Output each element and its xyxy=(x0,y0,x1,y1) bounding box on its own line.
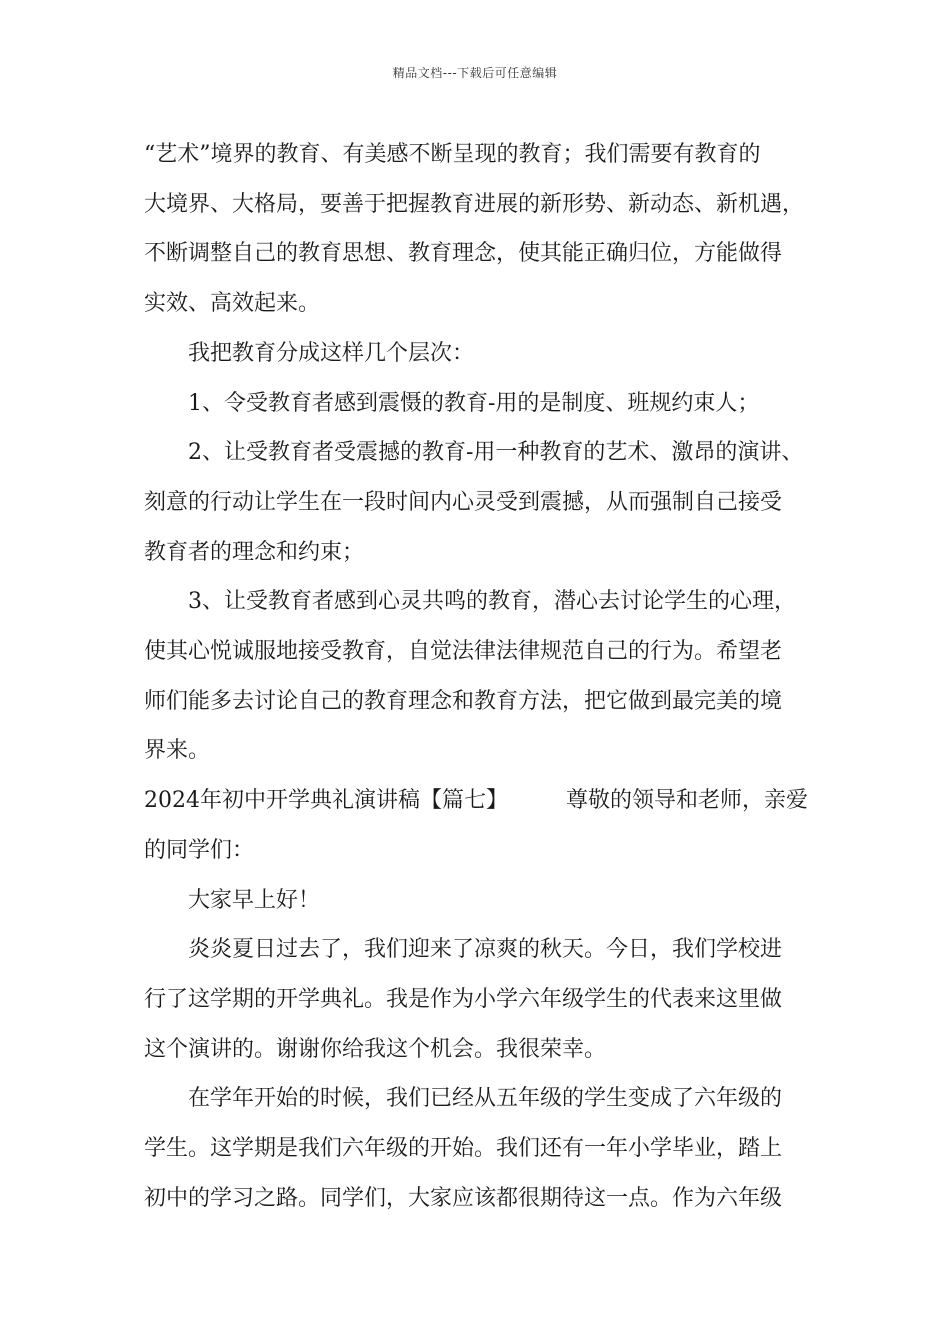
list-item-2: 2、让受教育者受震撼的教育-用一种教育的艺术、激昂的演讲、 xyxy=(188,440,804,466)
paragraph-line: 的同学们： xyxy=(144,837,255,863)
paragraph-line: 实效、高效起来。 xyxy=(144,291,321,317)
section-title: 2024年初中开学典礼演讲稿【篇七】 xyxy=(144,788,508,814)
paragraph-line: 初中的学习之路。同学们，大家应该都很期待这一点。作为六年级 xyxy=(144,1185,783,1211)
paragraph-line: 行了这学期的开学典礼。我是作为小学六年级学生的代表来这里做 xyxy=(144,986,783,1012)
paragraph-line: 界来。 xyxy=(144,738,211,764)
paragraph-line: 教育者的理念和约束； xyxy=(144,539,365,565)
section-title-line xyxy=(144,776,816,826)
paragraph-line: 不断调整自己的教育思想、教育理念，使其能正确归位，方能做得 xyxy=(144,241,783,267)
paragraph-line: 大家早上好！ xyxy=(188,887,321,913)
paragraph-line: 大境界、大格局，要善于把握教育进展的新形势、新动态、新机遇， xyxy=(144,191,805,217)
greeting-text: 尊敬的领导和老师，亲爱 xyxy=(566,788,809,814)
paragraph-line: 刻意的行动让学生在一段时间内心灵受到震撼，从而强制自己接受 xyxy=(144,489,783,515)
paragraph-line: 师们能多去讨论自己的教育理念和教育方法，把它做到最完美的境 xyxy=(144,688,783,714)
paragraph-line: 使其心悦诚服地接受教育，自觉法律法律规范自己的行为。希望老 xyxy=(144,639,783,665)
page-header: 精品文档---下载后可任意编辑 xyxy=(392,66,558,80)
list-item-1: 1、令受教育者感到震慑的教育-用的是制度、班规约束人； xyxy=(188,390,760,416)
paragraph-line: 炎炎夏日过去了，我们迎来了凉爽的秋天。今日，我们学校进 xyxy=(188,937,783,963)
document-body xyxy=(144,130,816,1223)
paragraph-line: 我把教育分成这样几个层次： xyxy=(188,340,475,366)
paragraph-line: 学生。这学期是我们六年级的开始。我们还有一年小学毕业，踏上 xyxy=(144,1136,783,1162)
paragraph-line: “艺术”境界的教育、有美感不断呈现的教育；我们需要有教育的 xyxy=(144,142,761,167)
list-item-3: 3、让受教育者感到心灵共鸣的教育，潜心去讨论学生的心理， xyxy=(188,589,796,615)
paragraph-line: 这个演讲的。谢谢你给我这个机会。我很荣幸。 xyxy=(144,1036,607,1062)
paragraph-line: 在学年开始的时候，我们已经从五年级的学生变成了六年级的 xyxy=(188,1086,783,1112)
